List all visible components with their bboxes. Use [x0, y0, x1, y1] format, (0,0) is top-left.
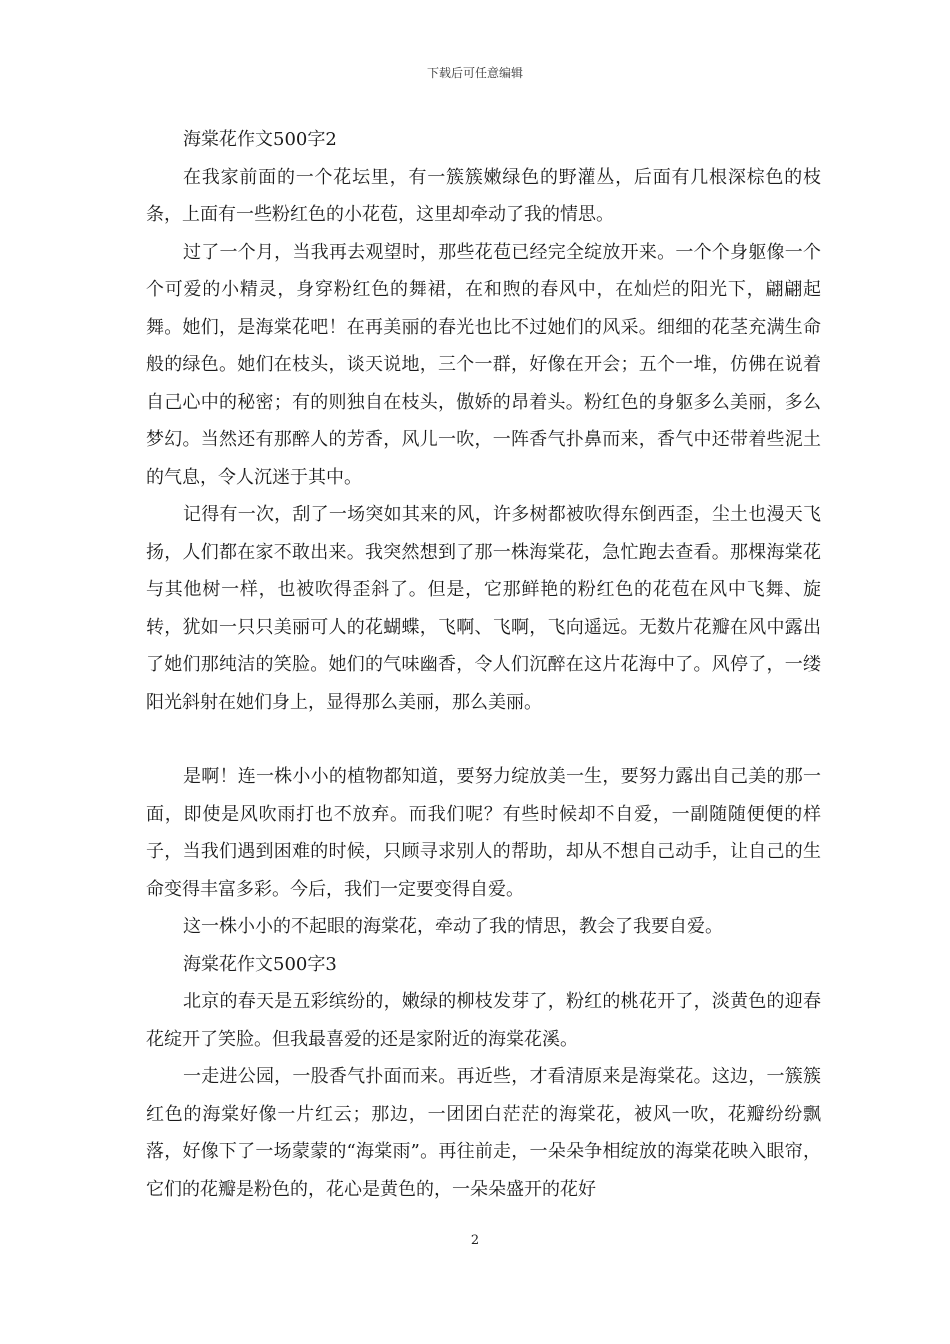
paragraph: 一走进公园，一股香气扑面而来。再近些，才看清原来是海棠花。这边，一簇簇红色的海棠好像一片红云；那边，一团团白茫茫的海棠花，被风一吹，花瓣纷纷飘落，好像下了一场蒙蒙的“海棠雨”。再往前走，一朵朵争相绽放的海棠花映入眼帘，它们的花瓣是粉色的，花心是黄色的，一朵朵盛开的花好	[146, 1066, 821, 1200]
paragraph: 北京的春天是五彩缤纷的，嫩绿的柳枝发芽了，粉红的桃花开了，淡黄色的迎春花绽开了笑脸。但我最喜爱的还是家附近的海棠花溪。	[146, 991, 821, 1050]
section-heading: 海棠花作文500字3	[183, 953, 337, 975]
blank-line	[146, 721, 821, 758]
document-body	[146, 121, 821, 1208]
page-number: 2	[470, 1233, 480, 1248]
section-heading: 海棠花作文500字2	[183, 129, 337, 150]
paragraph: 在我家前面的一个花坛里，有一簇簇嫩绿色的野灌丛，后面有几根深棕色的枝条，上面有一些粉红色的小花苞，这里却牵动了我的情思。	[146, 166, 821, 225]
paragraph: 是啊！连一株小小的植物都知道，要努力绽放美一生，要努力露出自己美的那一面，即使是风吹雨打也不放弃。而我们呢？有些时候却不自爱，一副随随便便的样子，当我们遇到困难的时候，只顾寻求别人的帮助，却从不想自己动手，让自己的生命变得丰富多彩。今后，我们一定要变得自爱。	[146, 766, 821, 900]
paragraph: 过了一个月，当我再去观望时，那些花苞已经完全绽放开来。一个个身躯像一个个可爱的小精灵，身穿粉红色的舞裙，在和煦的春风中，在灿烂的阳光下，翩翩起舞。她们，是海棠花吧！在再美丽的春光也比不过她们的风采。细细的花茎充满生命般的绿色。她们在枝头，谈天说地，三个一群，好像在开会；五个一堆，仿佛在说着自己心中的秘密；有的则独自在枝头，傲娇的昂着头。粉红色的身躯多么美丽，多么梦幻。当然还有那醉人的芳香，风儿一吹，一阵香气扑鼻而来，香气中还带着些泥土的气息，令人沉迷于其中。	[146, 241, 821, 488]
page-header: 下载后可任意编辑	[426, 66, 523, 80]
paragraph: 这一株小小的不起眼的海棠花，牵动了我的情思，教会了我要自爱。	[183, 916, 723, 937]
paragraph: 记得有一次，刮了一场突如其来的风，许多树都被吹得东倒西歪，尘土也漫天飞扬，人们都在家不敢出来。我突然想到了那一株海棠花，急忙跑去查看。那棵海棠花与其他树一样，也被吹得歪斜了。但是，它那鲜艳的粉红色的花苞在风中飞舞、旋转，犹如一只只美丽可人的花蝴蝶，飞啊、飞啊，飞向遥远。无数片花瓣在风中露出了她们那纯洁的笑脸。她们的气味幽香，令人们沉醉在这片花海中了。风停了，一缕阳光斜射在她们身上，显得那么美丽，那么美丽。	[146, 504, 821, 713]
